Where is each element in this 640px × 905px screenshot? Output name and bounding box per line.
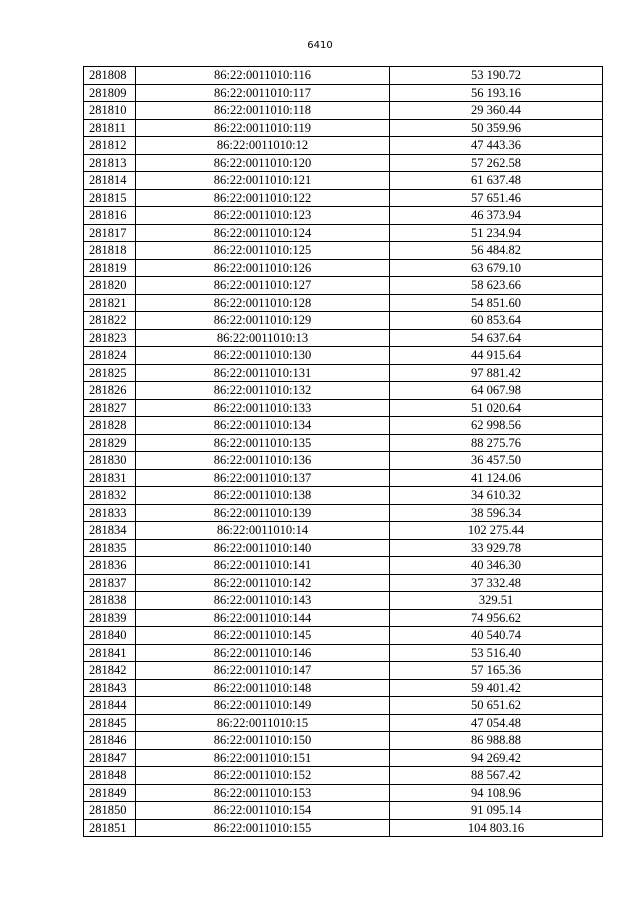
row-number-cell: 281832 xyxy=(84,487,136,505)
table-row xyxy=(84,382,603,400)
table-row xyxy=(84,539,603,557)
value-cell: 40 540.74 xyxy=(390,627,603,645)
value-cell: 74 956.62 xyxy=(390,609,603,627)
row-number-cell: 281829 xyxy=(84,434,136,452)
row-number-cell: 281828 xyxy=(84,417,136,435)
row-number-cell: 281822 xyxy=(84,312,136,330)
value-cell: 51 234.94 xyxy=(390,224,603,242)
row-number-cell: 281812 xyxy=(84,137,136,155)
row-number-cell: 281840 xyxy=(84,627,136,645)
value-cell: 104 803.16 xyxy=(390,819,603,837)
table-row xyxy=(84,259,603,277)
row-number-cell: 281850 xyxy=(84,802,136,820)
row-number-cell: 281825 xyxy=(84,364,136,382)
table-row xyxy=(84,364,603,382)
table-row xyxy=(84,487,603,505)
value-cell: 53 190.72 xyxy=(390,67,603,85)
page-number: 6410 xyxy=(307,40,333,51)
cadastral-number-cell: 86:22:0011010:122 xyxy=(136,189,390,207)
cadastral-number-cell: 86:22:0011010:120 xyxy=(136,154,390,172)
value-cell: 34 610.32 xyxy=(390,487,603,505)
cadastral-number-cell: 86:22:0011010:142 xyxy=(136,574,390,592)
cadastral-number-cell: 86:22:0011010:126 xyxy=(136,259,390,277)
row-number-cell: 281814 xyxy=(84,172,136,190)
value-cell: 50 359.96 xyxy=(390,119,603,137)
table-row xyxy=(84,84,603,102)
table-row xyxy=(84,697,603,715)
table-row xyxy=(84,399,603,417)
table-row xyxy=(84,242,603,260)
table-row xyxy=(84,172,603,190)
value-cell: 329.51 xyxy=(390,592,603,610)
cadastral-number-cell: 86:22:0011010:128 xyxy=(136,294,390,312)
value-cell: 54 851.60 xyxy=(390,294,603,312)
table-row xyxy=(84,329,603,347)
row-number-cell: 281838 xyxy=(84,592,136,610)
table-row xyxy=(84,749,603,767)
value-cell: 47 443.36 xyxy=(390,137,603,155)
cadastral-number-cell: 86:22:0011010:117 xyxy=(136,84,390,102)
cadastral-number-cell: 86:22:0011010:121 xyxy=(136,172,390,190)
row-number-cell: 281823 xyxy=(84,329,136,347)
value-cell: 47 054.48 xyxy=(390,714,603,732)
table-row xyxy=(84,434,603,452)
value-cell: 41 124.06 xyxy=(390,469,603,487)
table-row xyxy=(84,732,603,750)
row-number-cell: 281849 xyxy=(84,784,136,802)
value-cell: 60 853.64 xyxy=(390,312,603,330)
value-cell: 57 651.46 xyxy=(390,189,603,207)
cadastral-number-cell: 86:22:0011010:139 xyxy=(136,504,390,522)
cadastral-number-cell: 86:22:0011010:148 xyxy=(136,679,390,697)
row-number-cell: 281841 xyxy=(84,644,136,662)
value-cell: 58 623.66 xyxy=(390,277,603,295)
table-row xyxy=(84,662,603,680)
value-cell: 46 373.94 xyxy=(390,207,603,225)
table-row xyxy=(84,522,603,540)
row-number-cell: 281844 xyxy=(84,697,136,715)
cadastral-number-cell: 86:22:0011010:145 xyxy=(136,627,390,645)
row-number-cell: 281835 xyxy=(84,539,136,557)
row-number-cell: 281851 xyxy=(84,819,136,837)
table-row xyxy=(84,714,603,732)
cadastral-number-cell: 86:22:0011010:149 xyxy=(136,697,390,715)
cadastral-number-cell: 86:22:0011010:147 xyxy=(136,662,390,680)
cadastral-number-cell: 86:22:0011010:151 xyxy=(136,749,390,767)
table-row xyxy=(84,224,603,242)
value-cell: 56 193.16 xyxy=(390,84,603,102)
row-number-cell: 281827 xyxy=(84,399,136,417)
value-cell: 50 651.62 xyxy=(390,697,603,715)
table-row xyxy=(84,67,603,85)
row-number-cell: 281811 xyxy=(84,119,136,137)
registry-table-body xyxy=(84,67,603,837)
row-number-cell: 281831 xyxy=(84,469,136,487)
table-row xyxy=(84,102,603,120)
row-number-cell: 281815 xyxy=(84,189,136,207)
value-cell: 57 262.58 xyxy=(390,154,603,172)
row-number-cell: 281839 xyxy=(84,609,136,627)
cadastral-number-cell: 86:22:0011010:13 xyxy=(136,329,390,347)
cadastral-number-cell: 86:22:0011010:14 xyxy=(136,522,390,540)
row-number-cell: 281847 xyxy=(84,749,136,767)
cadastral-number-cell: 86:22:0011010:116 xyxy=(136,67,390,85)
cadastral-number-cell: 86:22:0011010:12 xyxy=(136,137,390,155)
table-row xyxy=(84,819,603,837)
row-number-cell: 281816 xyxy=(84,207,136,225)
cadastral-number-cell: 86:22:0011010:125 xyxy=(136,242,390,260)
value-cell: 94 108.96 xyxy=(390,784,603,802)
cadastral-number-cell: 86:22:0011010:130 xyxy=(136,347,390,365)
row-number-cell: 281809 xyxy=(84,84,136,102)
table-row xyxy=(84,679,603,697)
table-row xyxy=(84,644,603,662)
cadastral-number-cell: 86:22:0011010:136 xyxy=(136,452,390,470)
table-row xyxy=(84,784,603,802)
cadastral-number-cell: 86:22:0011010:150 xyxy=(136,732,390,750)
row-number-cell: 281843 xyxy=(84,679,136,697)
row-number-cell: 281824 xyxy=(84,347,136,365)
cadastral-number-cell: 86:22:0011010:132 xyxy=(136,382,390,400)
row-number-cell: 281818 xyxy=(84,242,136,260)
row-number-cell: 281820 xyxy=(84,277,136,295)
row-number-cell: 281808 xyxy=(84,67,136,85)
row-number-cell: 281836 xyxy=(84,557,136,575)
cadastral-number-cell: 86:22:0011010:143 xyxy=(136,592,390,610)
registry-table xyxy=(83,66,603,837)
value-cell: 40 346.30 xyxy=(390,557,603,575)
row-number-cell: 281845 xyxy=(84,714,136,732)
row-number-cell: 281819 xyxy=(84,259,136,277)
row-number-cell: 281842 xyxy=(84,662,136,680)
table-row xyxy=(84,504,603,522)
table-row xyxy=(84,557,603,575)
cadastral-number-cell: 86:22:0011010:123 xyxy=(136,207,390,225)
table-row xyxy=(84,312,603,330)
table-row xyxy=(84,154,603,172)
value-cell: 97 881.42 xyxy=(390,364,603,382)
value-cell: 91 095.14 xyxy=(390,802,603,820)
value-cell: 64 067.98 xyxy=(390,382,603,400)
value-cell: 54 637.64 xyxy=(390,329,603,347)
row-number-cell: 281813 xyxy=(84,154,136,172)
row-number-cell: 281817 xyxy=(84,224,136,242)
row-number-cell: 281826 xyxy=(84,382,136,400)
table-row xyxy=(84,592,603,610)
value-cell: 37 332.48 xyxy=(390,574,603,592)
row-number-cell: 281834 xyxy=(84,522,136,540)
cadastral-number-cell: 86:22:0011010:152 xyxy=(136,767,390,785)
row-number-cell: 281830 xyxy=(84,452,136,470)
value-cell: 56 484.82 xyxy=(390,242,603,260)
value-cell: 44 915.64 xyxy=(390,347,603,365)
row-number-cell: 281846 xyxy=(84,732,136,750)
value-cell: 94 269.42 xyxy=(390,749,603,767)
cadastral-number-cell: 86:22:0011010:119 xyxy=(136,119,390,137)
value-cell: 57 165.36 xyxy=(390,662,603,680)
table-row xyxy=(84,189,603,207)
table-row xyxy=(84,277,603,295)
cadastral-number-cell: 86:22:0011010:124 xyxy=(136,224,390,242)
cadastral-number-cell: 86:22:0011010:153 xyxy=(136,784,390,802)
cadastral-number-cell: 86:22:0011010:155 xyxy=(136,819,390,837)
value-cell: 51 020.64 xyxy=(390,399,603,417)
table-row xyxy=(84,609,603,627)
value-cell: 63 679.10 xyxy=(390,259,603,277)
cadastral-number-cell: 86:22:0011010:15 xyxy=(136,714,390,732)
row-number-cell: 281848 xyxy=(84,767,136,785)
table-row xyxy=(84,119,603,137)
cadastral-number-cell: 86:22:0011010:131 xyxy=(136,364,390,382)
cadastral-number-cell: 86:22:0011010:134 xyxy=(136,417,390,435)
row-number-cell: 281810 xyxy=(84,102,136,120)
cadastral-number-cell: 86:22:0011010:146 xyxy=(136,644,390,662)
table-row xyxy=(84,137,603,155)
table-row xyxy=(84,469,603,487)
table-row xyxy=(84,452,603,470)
cadastral-number-cell: 86:22:0011010:137 xyxy=(136,469,390,487)
value-cell: 88 275.76 xyxy=(390,434,603,452)
cadastral-number-cell: 86:22:0011010:129 xyxy=(136,312,390,330)
table-row xyxy=(84,574,603,592)
cadastral-number-cell: 86:22:0011010:133 xyxy=(136,399,390,417)
value-cell: 33 929.78 xyxy=(390,539,603,557)
table-row xyxy=(84,347,603,365)
cadastral-number-cell: 86:22:0011010:118 xyxy=(136,102,390,120)
table-row xyxy=(84,294,603,312)
value-cell: 61 637.48 xyxy=(390,172,603,190)
value-cell: 38 596.34 xyxy=(390,504,603,522)
value-cell: 86 988.88 xyxy=(390,732,603,750)
cadastral-number-cell: 86:22:0011010:144 xyxy=(136,609,390,627)
value-cell: 88 567.42 xyxy=(390,767,603,785)
cadastral-number-cell: 86:22:0011010:138 xyxy=(136,487,390,505)
value-cell: 29 360.44 xyxy=(390,102,603,120)
value-cell: 36 457.50 xyxy=(390,452,603,470)
table-row xyxy=(84,767,603,785)
cadastral-number-cell: 86:22:0011010:154 xyxy=(136,802,390,820)
table-row xyxy=(84,207,603,225)
table-row xyxy=(84,417,603,435)
cadastral-number-cell: 86:22:0011010:141 xyxy=(136,557,390,575)
cadastral-number-cell: 86:22:0011010:140 xyxy=(136,539,390,557)
value-cell: 102 275.44 xyxy=(390,522,603,540)
row-number-cell: 281837 xyxy=(84,574,136,592)
table-row xyxy=(84,627,603,645)
cadastral-number-cell: 86:22:0011010:127 xyxy=(136,277,390,295)
row-number-cell: 281833 xyxy=(84,504,136,522)
cadastral-number-cell: 86:22:0011010:135 xyxy=(136,434,390,452)
table-row xyxy=(84,802,603,820)
value-cell: 62 998.56 xyxy=(390,417,603,435)
value-cell: 53 516.40 xyxy=(390,644,603,662)
value-cell: 59 401.42 xyxy=(390,679,603,697)
row-number-cell: 281821 xyxy=(84,294,136,312)
